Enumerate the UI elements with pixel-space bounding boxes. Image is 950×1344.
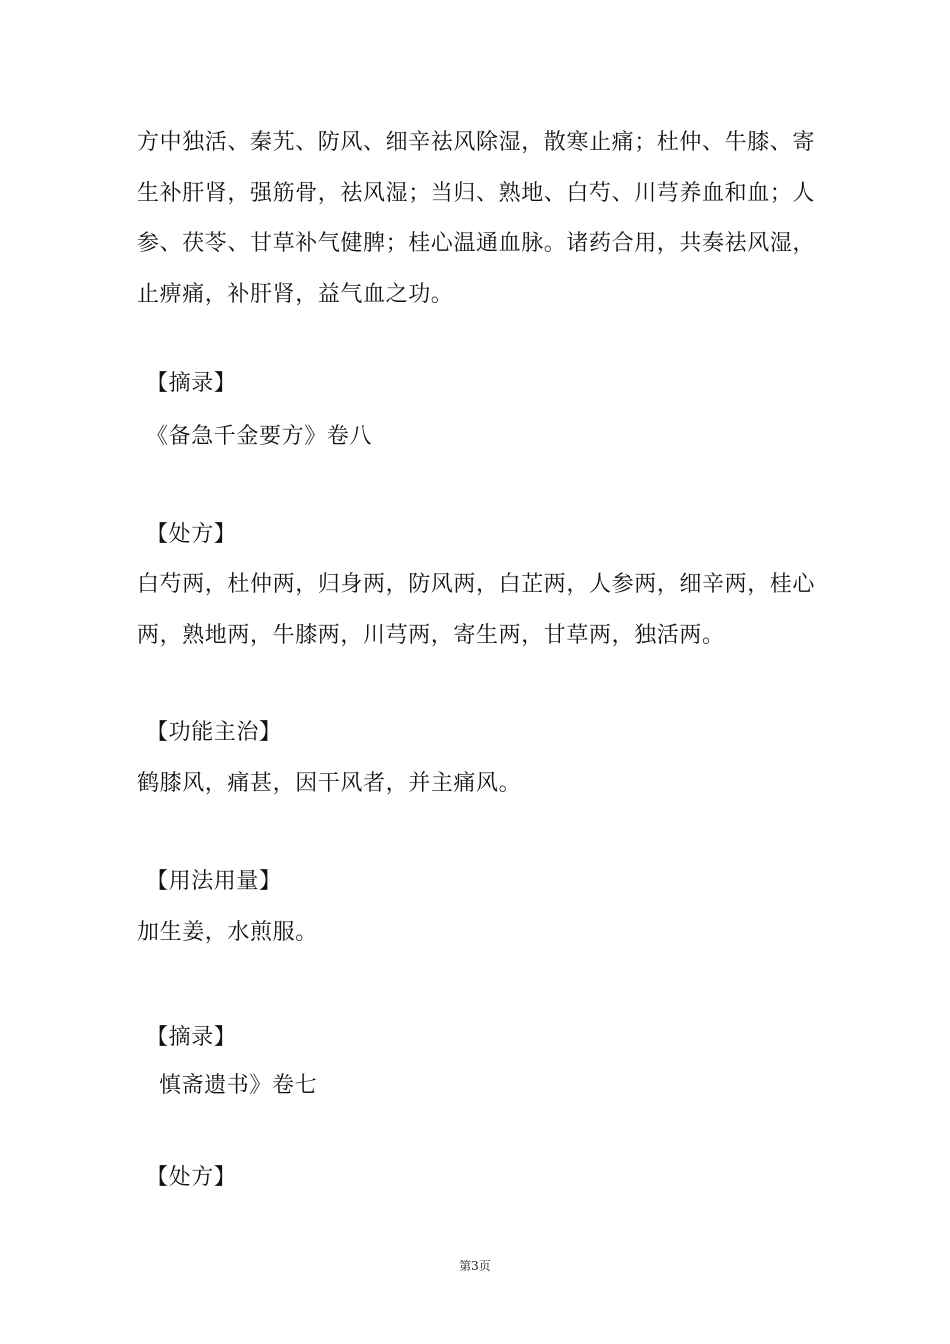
- section-heading-excerpt-1: 【摘录】: [146, 371, 237, 396]
- section-heading-prescription-1: 【处方】: [146, 522, 237, 547]
- section-text-usage: 加生姜，水煎服。: [137, 920, 318, 945]
- section-heading-prescription-2: 【处方】: [146, 1165, 237, 1190]
- section-text-indications: 鹤膝风，痛甚，因干风者，并主痛风。: [137, 771, 522, 796]
- section-heading-indications: 【功能主治】: [146, 720, 282, 745]
- page-number: 第3页: [459, 1259, 491, 1273]
- section-heading-usage: 【用法用量】: [146, 869, 282, 894]
- section-text-excerpt-1: 《备急千金要方》卷八: [146, 424, 373, 449]
- section-heading-excerpt-2: 【摘录】: [146, 1025, 237, 1050]
- section-text-excerpt-2: 慎斋遗书》卷七: [159, 1073, 318, 1098]
- section-text-prescription-1: 白芍两，杜仲两，归身两，防风两，白芷两，人参两，细辛两，桂心两，熟地两，牛膝两，川芎两，寄生两，甘草两，独活两。: [137, 572, 816, 648]
- intro-paragraph: 方中独活、秦艽、防风、细辛祛风除湿，散寒止痛；杜仲、牛膝、寄生补肝肾，强筋骨，祛风湿；当归、熟地、白芍、川芎养血和血；人参、茯苓、甘草补气健脾；桂心温通血脉。诸药合用，共奏祛风湿，止痹痛，补肝肾，益气血之功。: [137, 130, 816, 307]
